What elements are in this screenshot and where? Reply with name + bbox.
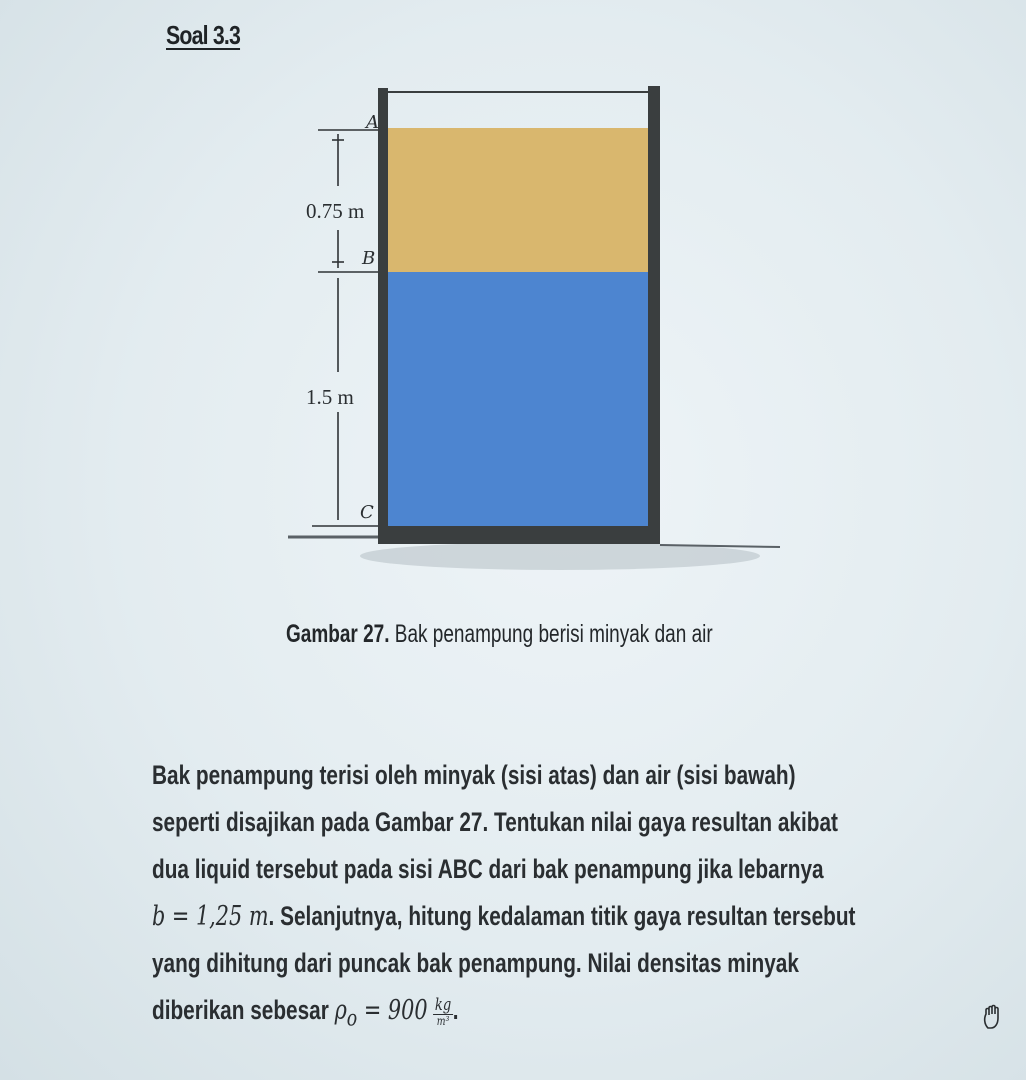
label-c: C	[360, 502, 374, 523]
tank-right-wall	[648, 86, 660, 544]
rho-symbol: ρ	[334, 995, 347, 1026]
problem-title: Soal 3.3	[166, 20, 241, 50]
paragraph-line	[152, 893, 922, 940]
tank-left-wall	[378, 88, 388, 544]
dimension-lines	[312, 130, 378, 526]
text-span: seperti disajikan pada	[152, 807, 376, 837]
hand-cursor-icon	[980, 1004, 1006, 1030]
water-layer	[388, 272, 648, 526]
paragraph-line: Bak penampung terisi oleh minyak (sisi atas) dan air (sisi bawah)	[152, 760, 796, 790]
density-unit-fraction	[433, 994, 452, 1028]
label-b: B	[362, 248, 376, 269]
paragraph-line	[152, 987, 922, 1042]
fraction-denominator: m³	[436, 1013, 450, 1028]
width-formula: b = 1,25 m	[152, 901, 269, 932]
paragraph-line	[152, 799, 922, 846]
text-span: .	[452, 995, 459, 1025]
figure-reference: Gambar 27.	[375, 807, 489, 837]
paragraph-line: dua liquid tersebut pada sisi ABC dari bak penampung jika lebarnya	[152, 854, 824, 884]
text-span: . Selanjutnya, hitung kedalaman titik gaya resultan tersebut	[268, 901, 856, 931]
oil-layer	[388, 128, 648, 272]
rho-subscript: o	[346, 1005, 358, 1032]
caption-text: Bak penampung berisi minyak dan air	[389, 620, 713, 648]
dimension-bottom-label: 1.5 m	[306, 385, 354, 409]
text-span: diberikan sebesar	[152, 995, 335, 1025]
figure-caption	[286, 620, 713, 649]
label-a: A	[366, 112, 379, 133]
problem-paragraph	[152, 752, 922, 1042]
tank-bottom	[378, 526, 660, 544]
text-span: Tentukan nilai gaya resultan akibat	[488, 807, 838, 837]
dimension-top-label: 0.75 m	[306, 199, 365, 223]
caption-prefix: Gambar 27.	[286, 620, 390, 648]
paragraph-line: yang dihitung dari puncak bak penampung. Nilai densitas minyak	[152, 948, 799, 978]
fraction-numerator: kg	[434, 994, 452, 1015]
density-symbol	[334, 995, 428, 1032]
density-value: = 900	[357, 995, 428, 1026]
